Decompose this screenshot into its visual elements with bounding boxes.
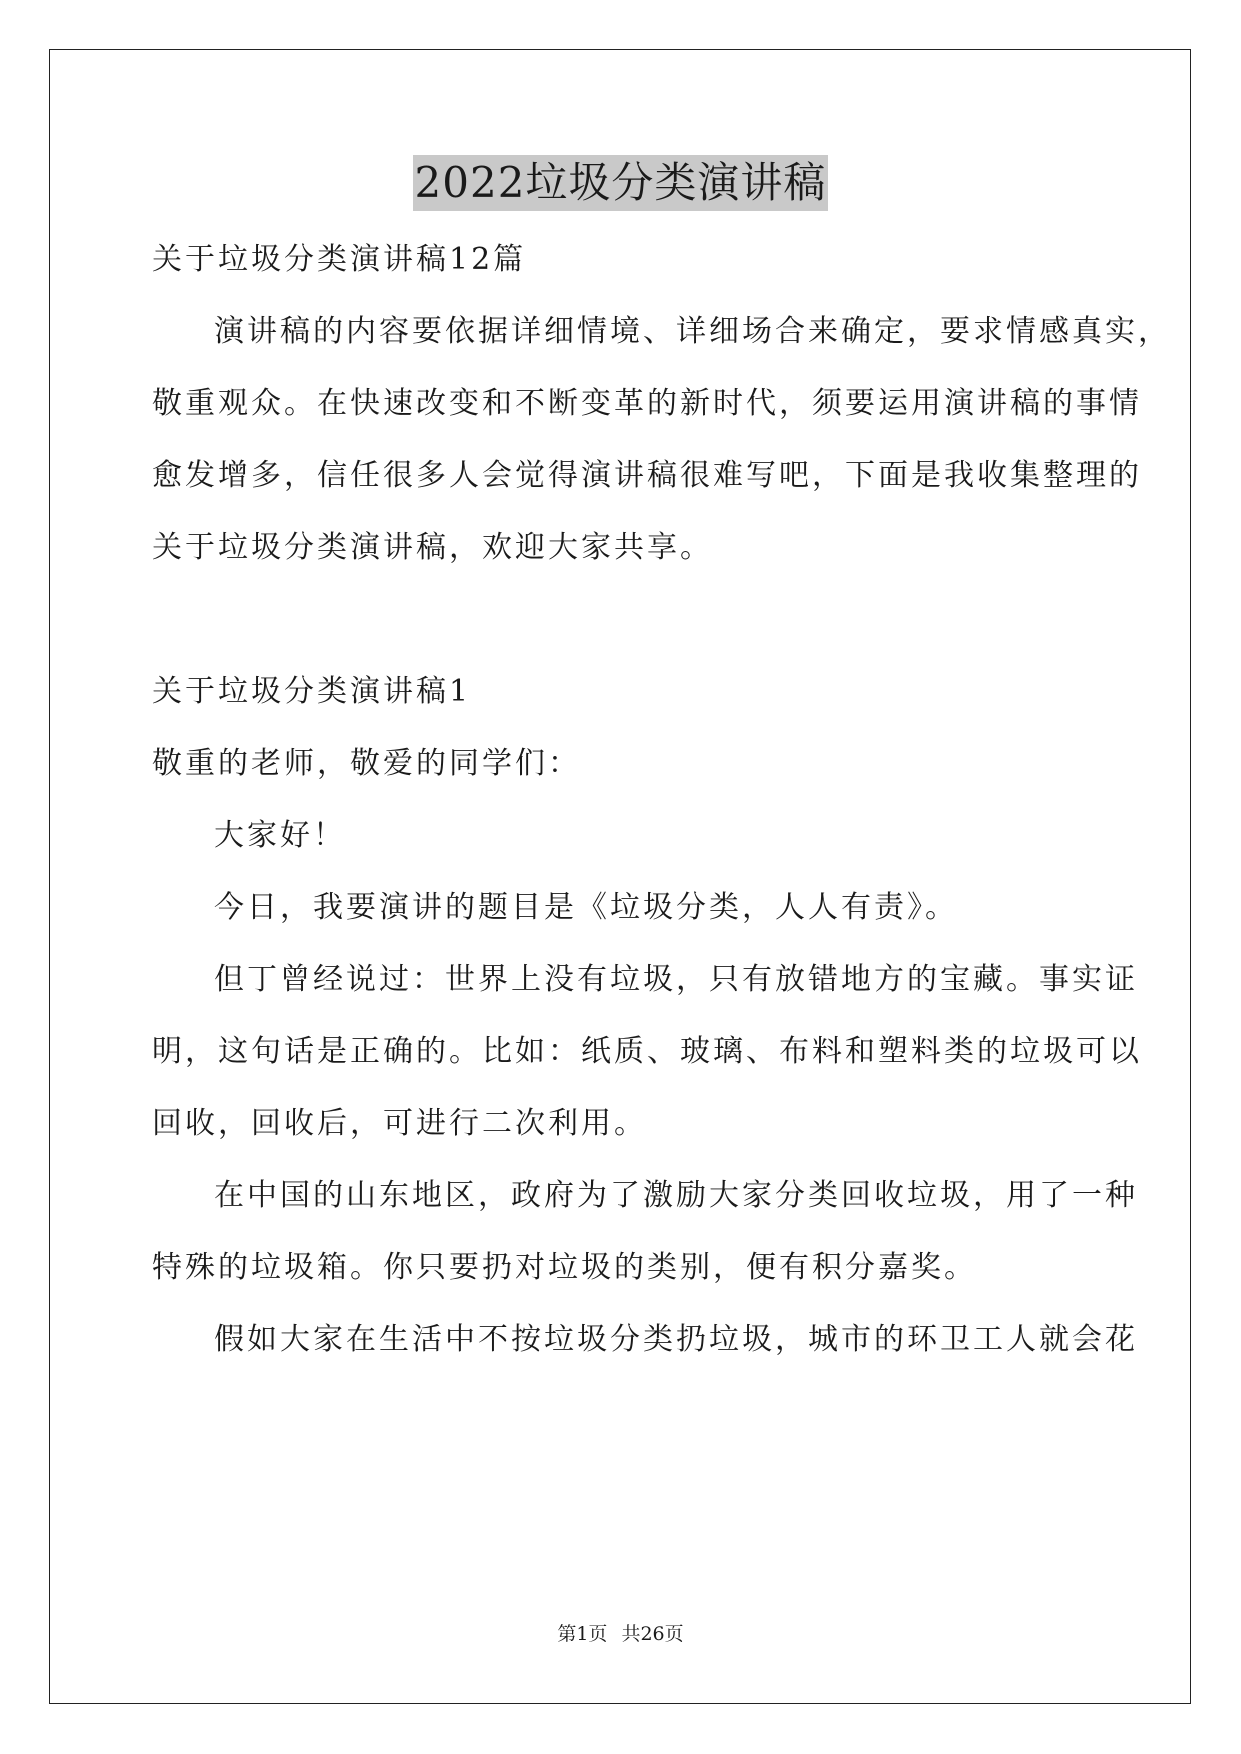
- paragraph-line: 回收，回收后，可进行二次利用。: [152, 1106, 647, 1141]
- page-footer: [0, 1622, 1241, 1646]
- page-border: [49, 49, 1191, 1704]
- subtitle-line: 关于垃圾分类演讲稿12篇: [152, 242, 527, 277]
- paragraph-line: 今日，我要演讲的题目是《垃圾分类，人人有责》。: [214, 890, 958, 925]
- paragraph-line: 假如大家在生活中不按垃圾分类扔垃圾，城市的环卫工人就会花: [214, 1322, 1138, 1357]
- page-number: 第1页: [557, 1623, 608, 1645]
- paragraph-line: 敬重观众。在快速改变和不断变革的新时代，须要运用演讲稿的事情: [152, 386, 1142, 421]
- page-total: 共26页: [621, 1623, 684, 1645]
- paragraph-line: 关于垃圾分类演讲稿，欢迎大家共享。: [152, 530, 713, 565]
- paragraph-line: 愈发增多，信任很多人会觉得演讲稿很难写吧，下面是我收集整理的: [152, 458, 1142, 493]
- section-heading: 关于垃圾分类演讲稿1: [152, 674, 472, 709]
- paragraph-line: 演讲稿的内容要依据详细情境、详细场合来确定，要求情感真实，: [214, 314, 1171, 349]
- paragraph-line: 大家好！: [214, 818, 346, 853]
- paragraph-line: 特殊的垃圾箱。你只要扔对垃圾的类别，便有积分嘉奖。: [152, 1250, 977, 1285]
- paragraph-line: 明，这句话是正确的。比如：纸质、玻璃、布料和塑料类的垃圾可以: [152, 1034, 1142, 1069]
- paragraph-line: 但丁曾经说过：世界上没有垃圾，只有放错地方的宝藏。事实证: [214, 962, 1138, 997]
- paragraph-line: 在中国的山东地区，政府为了激励大家分类回收垃圾，用了一种: [214, 1178, 1138, 1213]
- document-title: 2022垃圾分类演讲稿: [413, 155, 829, 211]
- salutation-line: 敬重的老师，敬爱的同学们：: [152, 746, 581, 781]
- title-container: [0, 155, 1241, 211]
